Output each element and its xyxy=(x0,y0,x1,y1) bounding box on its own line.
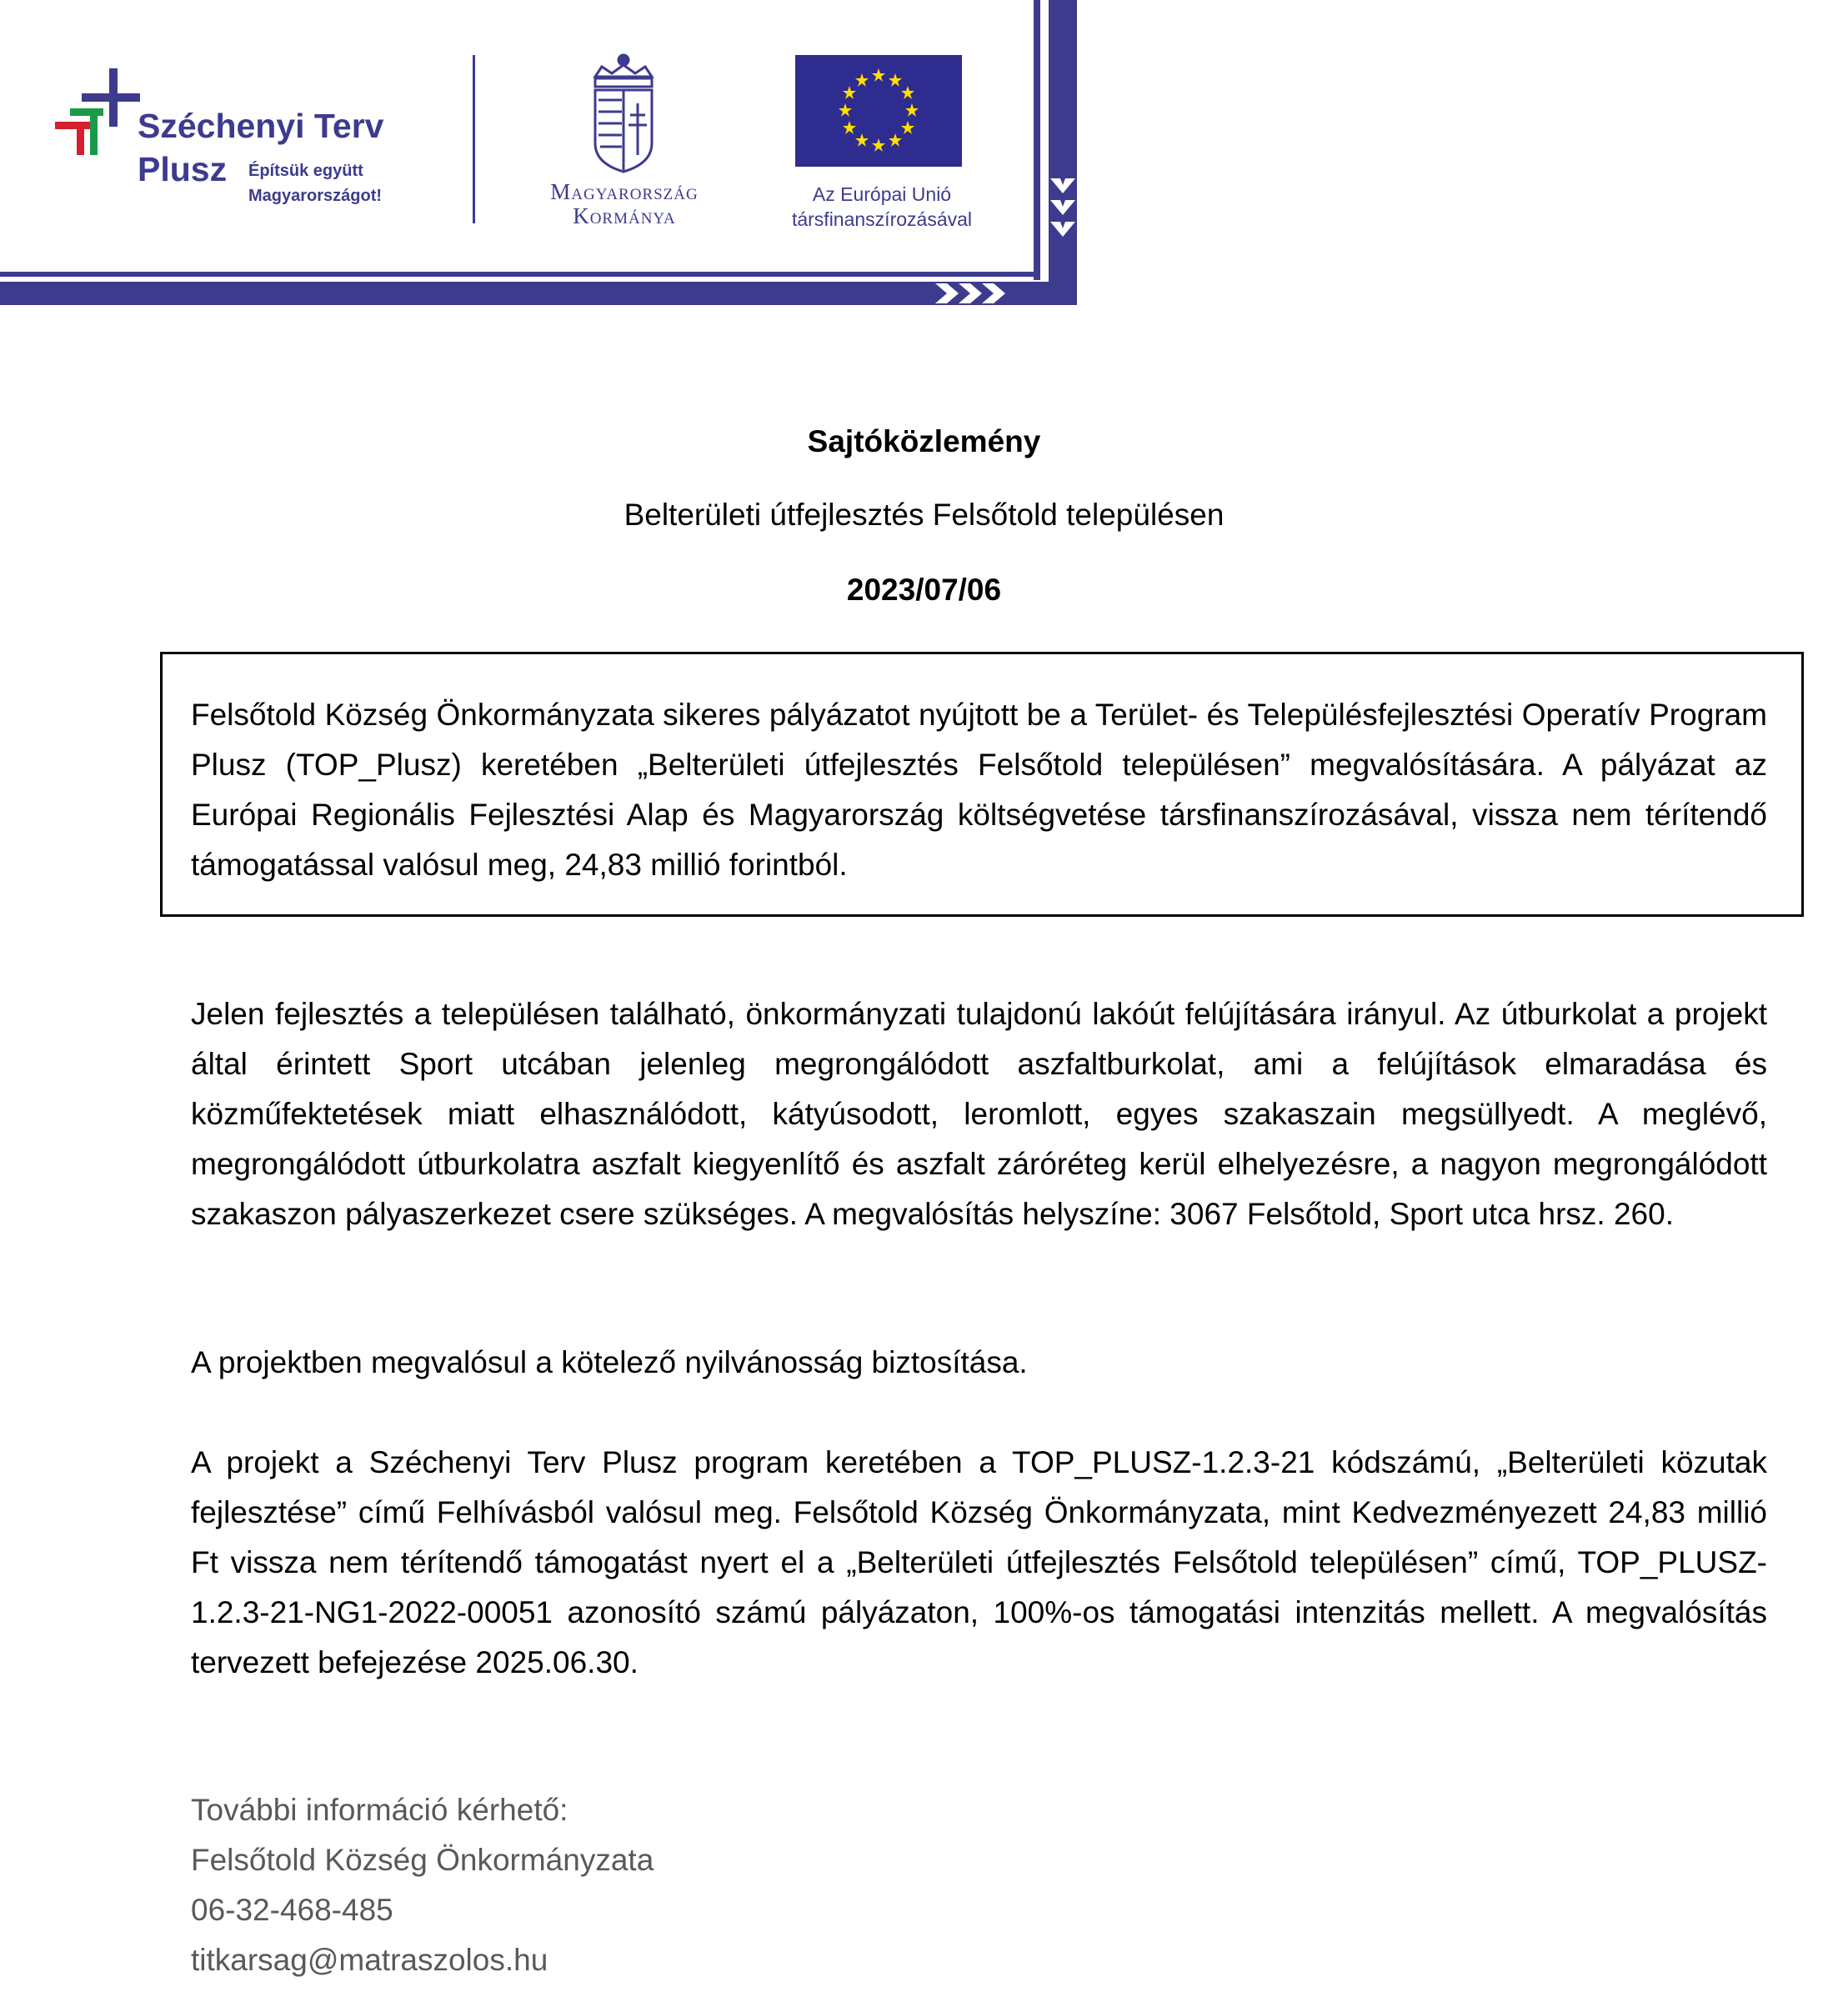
contact-phone: 06-32-468-485 xyxy=(191,1893,393,1927)
stp-logo-plus: Plusz xyxy=(138,150,228,188)
eu-logo-text xyxy=(757,182,1007,232)
document-date: 2023/07/06 xyxy=(846,573,1002,607)
header-banner xyxy=(0,0,1077,308)
gov-logo-line2: Kormánya xyxy=(573,203,676,228)
body-paragraph-3: A projekt a Széchenyi Terv Plusz program keretében a TOP_PLUSZ-1.2.3-21 kódszámú, „Belterületi közutak fejlesztése” című Felhívásból valósul meg. Felsőtold Község Önkormányzata, mint Kedvezményezett 24,83 millió Ft vissza nem térítendő támogatást nyert el a „Belterületi útfejlesztés Felsőtold településen” című, TOP_PLUSZ-1.2.3-21-NG1-2022-00051 azonosító számú pályázaton, 100%-os támogatási intenzitás mellett. A megvalósítás tervezett befejezése 2025.06.30. xyxy=(191,1445,1767,1679)
body-paragraph-1: Jelen fejlesztés a településen található, önkormányzati tulajdonú lakóút felújítására irányul. Az útburkolat a projekt által érintett Sport utcában jelenleg megrongálódott aszfaltburkolat, ami a felújítások elmaradása és közműfektetések miatt elhasználódott, kátyúsodott, leromlott, egyes szakaszain megsüllyedt. A meglévő, megrongálódott útburkolatra aszfalt kiegyenlítő és aszfalt záróréteg kerül elhelyezésre, a nagyon megrongálódott szakaszon pályaszerkezet csere szükséges. A megvalósítás helyszíne: 3067 Felsőtold, Sport utca hrsz. 260. xyxy=(191,997,1767,1231)
eu-logo-line2: társfinanszírozásával xyxy=(791,208,973,230)
stp-logo-title: Széchenyi Terv xyxy=(138,107,384,145)
gov-logo-text xyxy=(503,180,745,228)
contact-block xyxy=(191,1785,1275,1985)
stp-slogan-line2: Magyarországot! xyxy=(248,187,383,205)
document-subtitle: Belterületi útfejlesztés Felsőtold településen xyxy=(624,498,1224,532)
intro-paragraph: Felsőtold Község Önkormányzata sikeres pályázatot nyújtott be a Terület- és Településfejlesztési Operatív Program Plusz (TOP_Plusz) keretében „Belterületi útfejlesztés Felsőtold településen” megvalósítására. A pályázat az Európai Regionális Fejlesztési Alap és Magyarország költségvetése társfinanszírozásával, vissza nem térítendő támogatással valósul meg, 24,83 millió forintból. xyxy=(191,698,1767,882)
stp-cross-icon xyxy=(55,68,140,155)
stp-logo-slogan xyxy=(248,158,382,208)
eu-flag-icon xyxy=(795,55,962,167)
stp-slogan-line1: Építsük együtt xyxy=(248,162,363,180)
eu-logo-line1: Az Európai Unió xyxy=(812,183,952,205)
gov-logo-line1: Magyarország xyxy=(550,179,699,204)
contact-organization: Felsőtold Község Önkormányzata xyxy=(191,1843,654,1877)
coat-of-arms-icon xyxy=(595,55,652,172)
body-paragraph-2: A projektben megvalósul a kötelező nyilvánosság biztosítása. xyxy=(191,1345,1028,1379)
document-title: Sajtóközlemény xyxy=(807,424,1041,458)
contact-email: titkarsag@matraszolos.hu xyxy=(191,1943,548,1977)
contact-label: További információ kérhető: xyxy=(191,1793,568,1827)
